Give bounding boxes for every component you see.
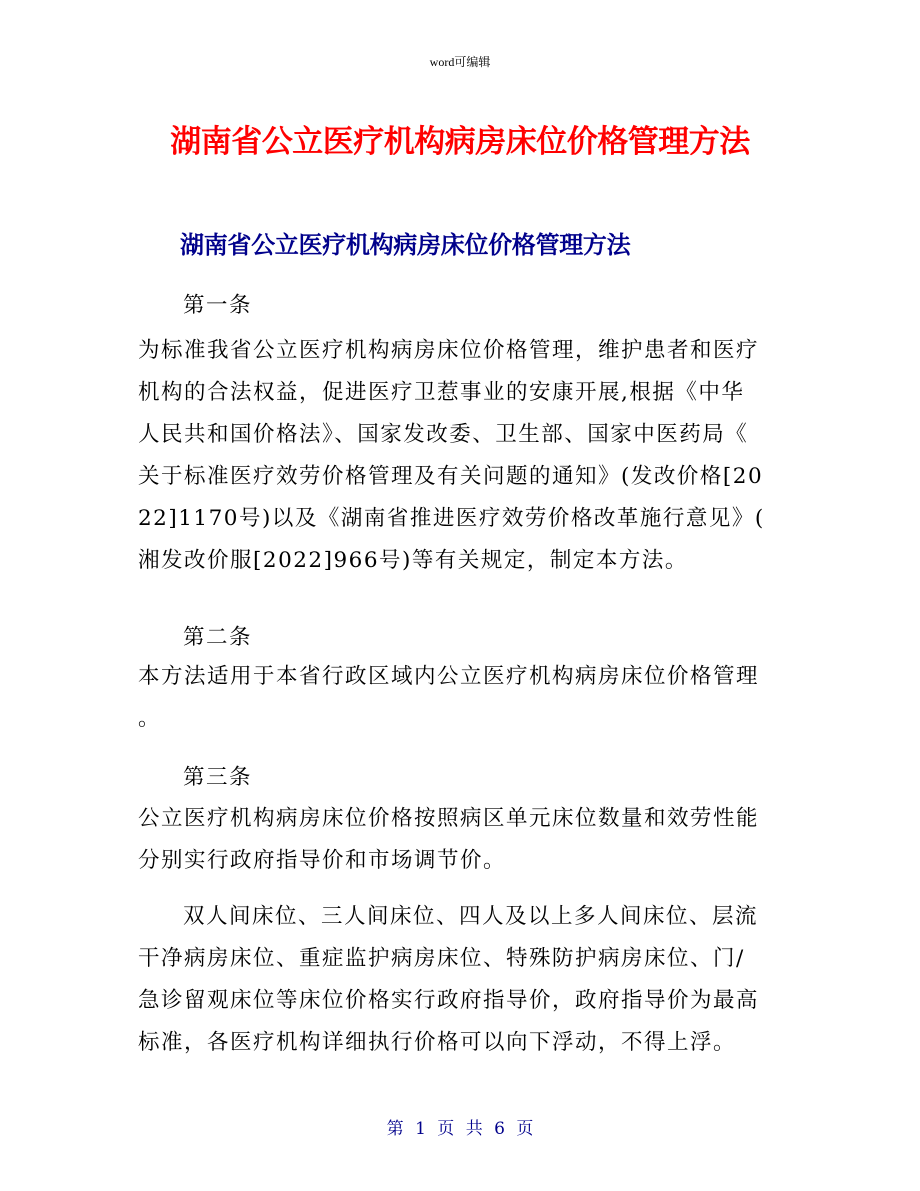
document-title: 湖南省公立医疗机构病房床位价格管理方法 bbox=[170, 124, 750, 160]
article-3-body bbox=[138, 798, 788, 882]
text-line: 干净病房床位、重症监护病房床位、特殊防护病房床位、门/ bbox=[138, 946, 745, 971]
text-line: 关于标准医疗效劳价格管理及有关问题的通知》(发改价格[20 bbox=[138, 464, 764, 489]
text-line: 分别实行政府指导价和市场调节价。 bbox=[138, 848, 507, 873]
article-1-heading: 第一条 bbox=[183, 293, 253, 318]
text-line: 。 bbox=[138, 706, 162, 731]
text-line: 双人间床位、三人间床位、四人及以上多人间床位、层流 bbox=[183, 904, 759, 929]
text-line: 本方法适用于本省行政区域内公立医疗机构病房床位价格管理 bbox=[138, 664, 760, 689]
article-2-body bbox=[138, 656, 788, 740]
text-line: 为标准我省公立医疗机构病房床位价格管理，维护患者和医疗 bbox=[138, 338, 760, 363]
article-3-paragraph-2 bbox=[138, 896, 788, 1064]
text-line: 人民共和国价格法》、国家发改委、卫生部、国家中医药局《 bbox=[138, 422, 749, 447]
header-note: word可编辑 bbox=[429, 55, 491, 69]
article-1-body bbox=[138, 330, 788, 582]
text-line: 急诊留观床位等床位价格实行政府指导价，政府指导价为最高 bbox=[138, 988, 760, 1013]
text-line: 公立医疗机构病房床位价格按照病区单元床位数量和效劳性能 bbox=[138, 806, 760, 831]
text-line: 标准，各医疗机构详细执行价格可以向下浮动，不得上浮。 bbox=[138, 1030, 737, 1055]
text-line: 机构的合法权益，促进医疗卫惹事业的安康开展,根据《中华 bbox=[138, 380, 745, 405]
article-2-heading: 第二条 bbox=[183, 625, 253, 650]
text-line: 湘发改价服[2022]966号)等有关规定，制定本方法。 bbox=[138, 548, 688, 573]
page-number-footer: 第 1 页 共 6 页 bbox=[386, 1119, 534, 1139]
text-line: 22]1170号)以及《湖南省推进医疗效劳价格改革施行意见》( bbox=[138, 506, 765, 531]
article-3-heading: 第三条 bbox=[183, 765, 253, 790]
document-subtitle: 湖南省公立医疗机构病房床位价格管理方法 bbox=[180, 231, 631, 259]
